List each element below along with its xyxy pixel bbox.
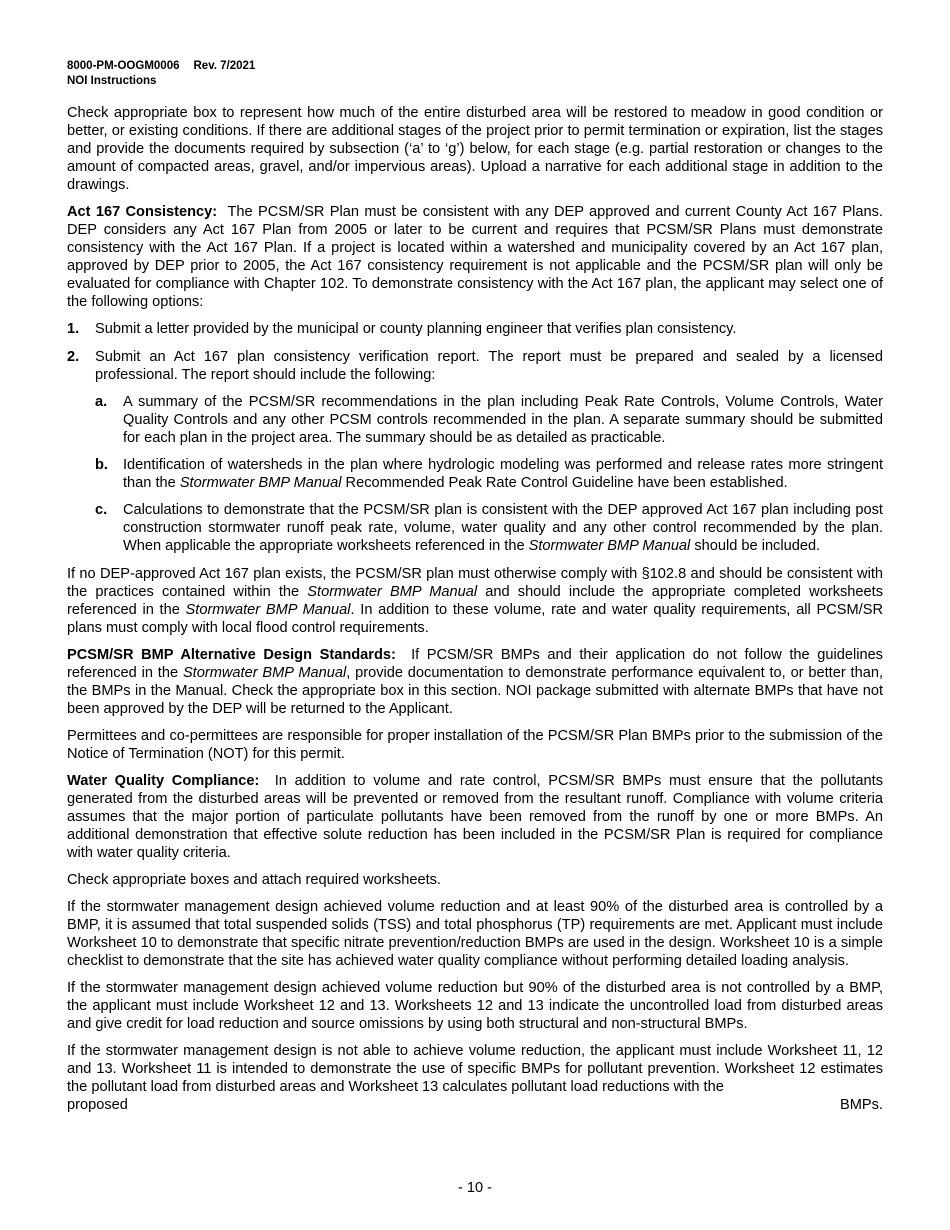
list-marker: c. [95, 502, 108, 518]
check-boxes-paragraph: Check appropriate boxes and attach required worksheets. [67, 872, 441, 888]
act167-options-list [67, 320, 883, 555]
paragraph-text: If the stormwater management design is not able to achieve volume reduction, the applicant must include Worksheet 11, 12 and 13. Worksheet 11 is intended to demonstrate the use of specific BMPs for pollutant prevention. Worksheet 12 estimates the pollutant load from disturbed areas and Worksheet 13 calculates pollutant load reductions with the [67, 1043, 883, 1095]
act167-heading: Act 167 Consistency: [67, 204, 218, 220]
item-text: Identification of watersheds in the plan where hydrologic modeling was performed and release rates more stringent than the [123, 457, 883, 491]
list-marker: a. [95, 394, 108, 410]
water-quality-heading: Water Quality Compliance: [67, 773, 260, 789]
act167-option-1 [67, 320, 883, 338]
document-title: NOI Instructions [67, 75, 157, 87]
intro-paragraph: Check appropriate box to represent how much of the entire disturbed area will be restored to meadow in good condition or better, or existing conditions. If there are additional stages of the project prior to permit termination or expiration, list the stages and provide the documents required by subsection (‘a’ to ‘g’) below, for each stage (e.g. partial restoration or changes to the amount of compacted areas, gravel, and/or impervious areas). Upload a narrative for each additional stage in addition to the drawings. [67, 105, 883, 193]
alt-design-paragraph [67, 646, 883, 718]
manual-title: Stormwater BMP Manual [528, 538, 691, 554]
manual-title: Stormwater BMP Manual [182, 665, 347, 681]
permittees-paragraph: Permittees and co-permittees are responsible for proper installation of the PCSM/SR Plan BMPs prior to the submission of the Notice of Termination (NOT) for this permit. [67, 728, 883, 762]
item-text: A summary of the PCSM/SR recommendations in the plan including Peak Rate Controls, Volume Controls, Water Quality Controls and any other PCSM controls recommended in the plan. A separate summary should be submitted for each plan in the project area. The summary should be as detailed as practicable. [123, 394, 883, 446]
document-body [67, 104, 883, 1114]
report-item-b [95, 456, 883, 492]
volume-reduction-90-paragraph: If the stormwater management design achieved volume reduction and at least 90% of the disturbed area is controlled by a BMP, it is assumed that total suspended solids (TSS) and total phosphorus (TP) requirements are met. Applicant must include Worksheet 10 to demonstrate that specific nitrate prevention/reduction BMPs are used in the design. Worksheet 10 is a simple checklist to demonstrate that the site has achieved water quality compliance without performing detailed loading analysis. [67, 899, 883, 969]
report-contents-list [95, 393, 883, 555]
form-number: 8000-PM-OOGM0006 [67, 60, 180, 72]
manual-title: Stormwater BMP Manual [307, 584, 478, 600]
paragraph-text: If PCSM/SR BMPs and their application do not follow the guidelines referenced in the [67, 647, 883, 681]
last-word-left: proposed [67, 1097, 128, 1113]
act167-option-2 [67, 348, 883, 555]
option-text: Submit an Act 167 plan consistency verification report. The report must be prepared and sealed by a licensed professional. The report should include the following: [95, 349, 883, 383]
manual-title: Stormwater BMP Manual [185, 602, 351, 618]
list-marker: 1. [67, 321, 80, 337]
paragraph-text: If no DEP-approved Act 167 plan exists, the PCSM/SR plan must otherwise comply with §102.8 and should be consistent with the practices contained within the [67, 566, 883, 600]
volume-reduction-not-90-paragraph: If the stormwater management design achieved volume reduction but 90% of the disturbed area is not controlled by a BMP, the applicant must include Worksheet 12 and 13. Worksheets 12 and 13 indicate the uncontrolled load from disturbed areas and give credit for load reduction and source omissions by using both structural and non-structural BMPs. [67, 980, 883, 1032]
paragraph-text: . In addition to these volume, rate and water quality requirements, all PCSM/SR plans must comply with local flood control requirements. [67, 602, 883, 636]
item-text: should be included. [690, 538, 821, 554]
revision-date: Rev. 7/2021 [193, 60, 256, 72]
list-marker: b. [95, 457, 108, 473]
manual-title: Stormwater BMP Manual [179, 475, 342, 491]
paragraph-text: , provide documentation to demonstrate performance equivalent to, or better than, the BMPs in the Manual. Check the appropriate box in this section. NOI package submitted with alternate BMPs that have not been approved by the DEP will be returned to the Applicant. [67, 665, 883, 717]
water-quality-paragraph [67, 772, 883, 862]
item-text: Recommended Peak Rate Control Guideline have been established. [341, 475, 788, 491]
paragraph-text: In addition to volume and rate control, PCSM/SR BMPs must ensure that the pollutants generated from the disturbed areas will be prevented or removed from the resultant runoff. Compliance with volume criteria assumes that the major portion of particulate pollutants have been removed from the runoff by one or more BMPs. An additional demonstration that effective solute reduction has been included in the PCSM/SR Plan is required for compliance with water quality criteria. [67, 773, 884, 861]
option-text: Submit a letter provided by the municipal or county planning engineer that verifies plan consistency. [95, 321, 737, 337]
no-act167-paragraph [67, 565, 883, 637]
item-text: Calculations to demonstrate that the PCSM/SR plan is consistent with the DEP approved Act 167 plan including post construction stormwater runoff peak rate, volume, water quality and any other control recommended by the plan. When applicable the appropriate worksheets referenced in the [123, 502, 883, 554]
document-page [67, 59, 883, 1123]
report-item-a [95, 393, 883, 447]
act167-paragraph [67, 203, 883, 311]
page-number: - 10 - [457, 1180, 493, 1196]
list-marker: 2. [67, 349, 80, 365]
report-item-c [95, 501, 883, 555]
act167-text: The PCSM/SR Plan must be consistent with any DEP approved and current County Act 167 Plans. DEP considers any Act 167 Plan from 2005 or later to be current and requires that PCSM/SR Plans must demonstrate consistency with the Act 167 Plan. If a project is located within a watershed and municipality covered by an Act 167 plan, approved by DEP prior to 2005, the Act 167 consistency requirement is not applicable and the PCSM/SR plan will only be evaluated for compliance with Chapter 102. To demonstrate consistency with the Act 167 plan, the applicant may select one of the following options: [67, 204, 883, 310]
last-word-right: BMPs. [840, 1097, 883, 1113]
paragraph-text: and should include the appropriate completed worksheets referenced in the [67, 584, 883, 618]
document-header [67, 59, 883, 89]
alt-design-heading: PCSM/SR BMP Alternative Design Standards: [67, 647, 396, 663]
paragraph-last-line [67, 1096, 883, 1114]
no-volume-reduction-paragraph [67, 1042, 883, 1114]
